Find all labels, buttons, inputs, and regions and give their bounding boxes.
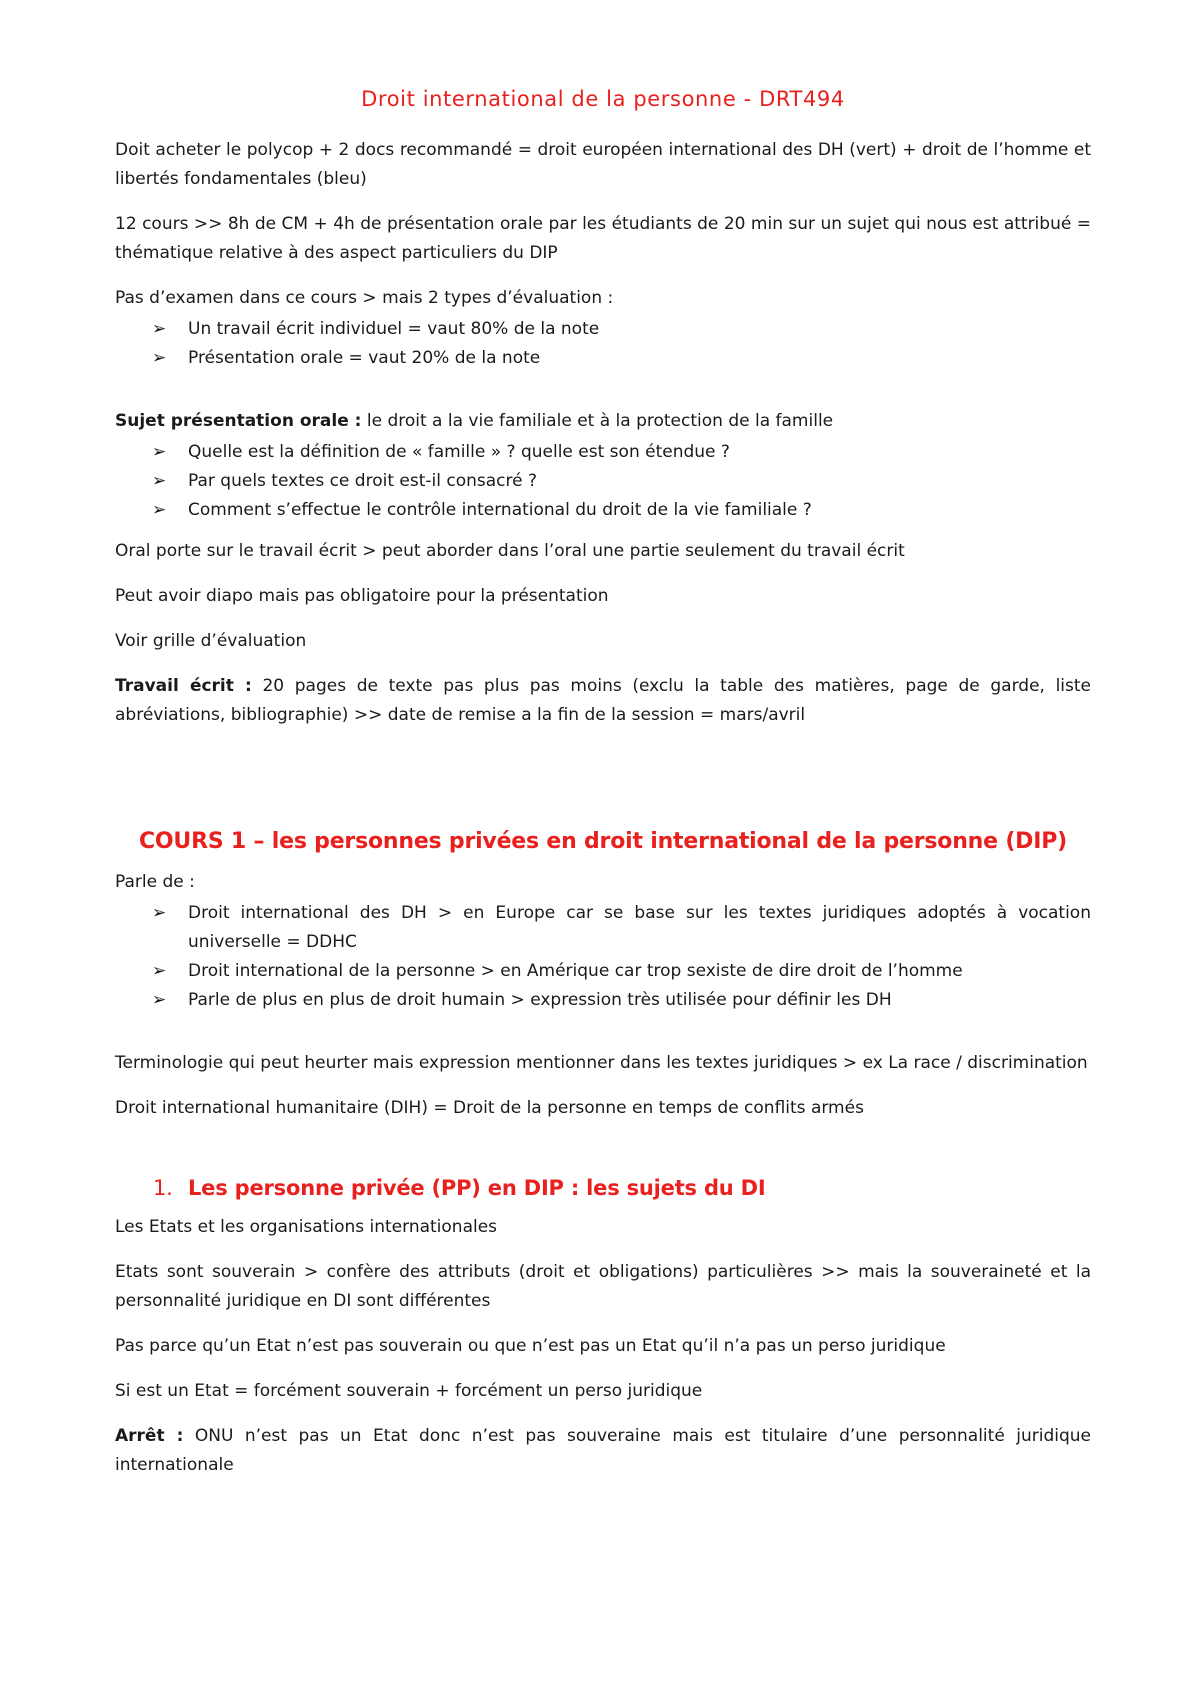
list-item: ➢ Droit international des DH > en Europe car se base sur les textes juridiques adoptés à vocation universelle = DDHC <box>115 899 1091 957</box>
list-item: ➢ Droit international de la personne > en Amérique car trop sexiste de dire droit de l’homme <box>115 957 1091 986</box>
parle-de-label: Parle de : <box>115 872 195 892</box>
intro-paragraph-2: 12 cours >> 8h de CM + 4h de présentation orale par les étudiants de 20 min sur un sujet qui nous est attribué = thématique relative à des aspect particuliers du DIP <box>115 214 1091 263</box>
list-item: ➢ Quelle est la définition de « famille » ? quelle est son étendue ? <box>115 438 1091 467</box>
evaluation-list <box>115 315 1091 373</box>
list-item: ➢ Présentation orale = vaut 20% de la note <box>115 344 1091 373</box>
section-1-paragraph-1: Les Etats et les organisations internationales <box>115 1217 498 1237</box>
travail-paragraph <box>115 672 1091 730</box>
document-content <box>115 84 1091 1496</box>
terminologie-paragraph: Terminologie qui peut heurter mais expression mentionner dans les textes juridiques > ex La race / discrimination <box>115 1053 1088 1073</box>
arrow-bullet-icon: ➢ <box>152 961 167 981</box>
sujet-paragraph <box>115 407 1091 436</box>
arret-label: Arrêt : <box>115 1426 184 1446</box>
list-item: ➢ Parle de plus en plus de droit humain > expression très utilisée pour définir les DH <box>115 986 1091 1015</box>
arrow-bullet-icon: ➢ <box>152 348 167 368</box>
oral-paragraph-3: Voir grille d’évaluation <box>115 631 307 651</box>
cours-title: COURS 1 – les personnes privées en droit international de la personne (DIP) <box>138 829 1068 854</box>
section-1-paragraph-4: Si est un Etat = forcément souverain + forcément un perso juridique <box>115 1381 703 1401</box>
evaluation-intro: Pas d’examen dans ce cours > mais 2 types d’évaluation : <box>115 288 614 308</box>
section-1-paragraph-3: Pas parce qu’un Etat n’est pas souverain ou que n’est pas un Etat qu’il n’a pas un perso juridique <box>115 1336 946 1356</box>
sujet-label: Sujet présentation orale : <box>115 411 362 431</box>
section-number: 1. <box>153 1176 173 1200</box>
arrow-bullet-icon: ➢ <box>152 903 167 923</box>
document-title: Droit international de la personne - DRT494 <box>361 87 845 111</box>
arrow-bullet-icon: ➢ <box>152 442 167 462</box>
oral-paragraph-2: Peut avoir diapo mais pas obligatoire pour la présentation <box>115 586 609 606</box>
dih-paragraph: Droit international humanitaire (DIH) = Droit de la personne en temps de conflits armés <box>115 1098 864 1118</box>
section-title: Les personne privée (PP) en DIP : les sujets du DI <box>188 1176 766 1200</box>
list-item: ➢ Comment s’effectue le contrôle international du droit de la vie familiale ? <box>115 496 1091 525</box>
sujet-questions-list <box>115 438 1091 525</box>
travail-label: Travail écrit : <box>115 676 252 696</box>
list-item: ➢ Un travail écrit individuel = vaut 80% de la note <box>115 315 1091 344</box>
intro-paragraph-1: Doit acheter le polycop + 2 docs recommandé = droit européen international des DH (vert) + droit de l’homme et libertés fondamentales (bleu) <box>115 140 1091 189</box>
arret-paragraph <box>115 1422 1091 1480</box>
section-1-heading <box>115 1173 1091 1203</box>
parle-de-list <box>115 899 1091 1015</box>
list-item: ➢ Par quels textes ce droit est-il consacré ? <box>115 467 1091 496</box>
arrow-bullet-icon: ➢ <box>152 500 167 520</box>
sujet-text: le droit a la vie familiale et à la protection de la famille <box>361 411 834 431</box>
arrow-bullet-icon: ➢ <box>152 319 167 339</box>
section-1-paragraph-2: Etats sont souverain > confère des attributs (droit et obligations) particulières >> mais la souveraineté et la personnalité juridique en DI sont différentes <box>115 1262 1091 1311</box>
arrow-bullet-icon: ➢ <box>152 990 167 1010</box>
travail-text: 20 pages de texte pas plus pas moins (exclu la table des matières, page de garde, liste abréviations, bibliographie) >> date de remise a la fin de la session = mars/avril <box>115 676 1092 725</box>
arrow-bullet-icon: ➢ <box>152 471 167 491</box>
arret-text: ONU n’est pas un Etat donc n’est pas souveraine mais est titulaire d’une personnalité juridique internationale <box>115 1426 1091 1475</box>
oral-paragraph-1: Oral porte sur le travail écrit > peut aborder dans l’oral une partie seulement du travail écrit <box>115 541 905 561</box>
